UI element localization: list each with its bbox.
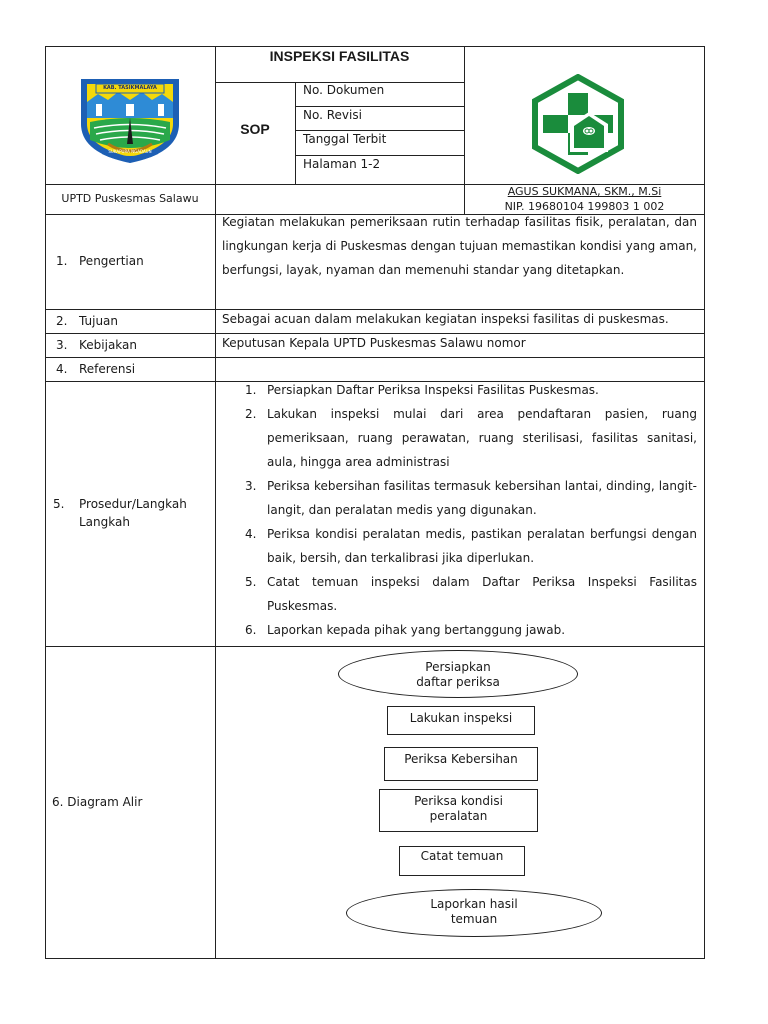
flow-node-kebersihan — [384, 747, 538, 781]
pengertian-number: 1. — [56, 254, 68, 268]
prosedur-label-line2: Langkah — [79, 515, 130, 529]
kab-tasikmalaya-logo — [78, 74, 182, 164]
doc-field-halaman: Halaman 1-2 — [303, 157, 381, 171]
prosedur-steps — [245, 378, 697, 642]
puskesmas-cross-icon — [528, 74, 628, 174]
step-text: Laporkan kepada pihak yang bertanggung jawab. — [267, 623, 566, 637]
sop-label: SOP — [240, 121, 270, 137]
step-number: 4. — [245, 527, 257, 541]
row-divider-kebijakan — [45, 357, 705, 358]
step-item — [245, 378, 697, 402]
step-text: Periksa kondisi peralatan medis, pastikan peralatan berfungsi dengan baik, bersih, dan terkalibrasi jika diperlukan. — [267, 527, 697, 565]
tujuan-label: Tujuan — [79, 314, 119, 328]
field-divider-2 — [295, 130, 464, 131]
doc-field-tanggal-terbit: Tanggal Terbit — [303, 132, 387, 146]
doc-field-no-revisi: No. Revisi — [303, 108, 362, 122]
flow-node-line: Periksa Kebersihan — [404, 752, 518, 766]
step-text: Persiapkan Daftar Periksa Inspeksi Fasilitas Puskesmas. — [267, 383, 599, 397]
field-divider-1 — [295, 106, 464, 107]
signatory-nip: NIP. 19680104 199803 1 002 — [504, 200, 665, 213]
row-divider-tujuan — [45, 333, 705, 334]
referensi-label: Referensi — [79, 362, 136, 376]
referensi-number: 4. — [56, 362, 68, 376]
diagram-label: 6. Diagram Alir — [52, 795, 143, 809]
flow-node-start — [338, 650, 578, 698]
signatory-name: AGUS SUKMANA, SKM., M.Si — [507, 185, 662, 198]
puskesmas-logo — [528, 74, 628, 174]
kebijakan-number: 3. — [56, 338, 68, 352]
flow-node-end — [346, 889, 602, 937]
row-divider-prosedur — [45, 646, 705, 647]
step-number: 2. — [245, 407, 257, 421]
step-text: Periksa kebersihan fasilitas termasuk kebersihan lantai, dinding, langit-langit, dan peralatan medis yang digunakan. — [267, 479, 697, 517]
logo-top-text: KAB. TASIKMALAYA — [103, 85, 157, 91]
flow-node-inspeksi — [387, 706, 535, 735]
logo-bottom-text: SUKAPURA NGADAUN — [108, 149, 152, 154]
step-number: 6. — [245, 623, 257, 637]
flow-node-line: Periksa kondisi — [414, 794, 503, 808]
page-title: INSPEKSI FASILITAS — [269, 48, 410, 64]
step-number: 1. — [245, 383, 257, 397]
pengertian-label: Pengertian — [79, 254, 144, 268]
label-column-divider — [215, 46, 216, 959]
flow-node-line: Catat temuan — [420, 849, 504, 863]
tujuan-number: 2. — [56, 314, 68, 328]
step-item — [245, 474, 697, 522]
step-item — [245, 402, 697, 474]
step-text: Catat temuan inspeksi dalam Daftar Periksa Inspeksi Fasilitas Puskesmas. — [267, 575, 697, 613]
flow-node-catat — [399, 846, 525, 876]
flow-node-line: daftar periksa — [416, 675, 500, 689]
prosedur-label-line1: Prosedur/Langkah — [79, 497, 187, 511]
sop-fields-divider — [295, 82, 296, 184]
row-divider-pengertian — [45, 309, 705, 310]
unit-name: UPTD Puskesmas Salawu — [61, 192, 199, 205]
step-item — [245, 618, 697, 642]
flow-node-line: Persiapkan — [425, 660, 491, 674]
kebijakan-label: Kebijakan — [79, 338, 137, 352]
step-number: 3. — [245, 479, 257, 493]
doc-field-no-dokumen: No. Dokumen — [303, 83, 385, 97]
tujuan-text: Sebagai acuan dalam melakukan kegiatan inspeksi fasilitas di puskesmas. — [222, 312, 669, 326]
flow-node-line: Lakukan inspeksi — [409, 711, 513, 725]
kebijakan-text: Keputusan Kepala UPTD Puskesmas Salawu nomor — [222, 336, 526, 350]
step-item — [245, 522, 697, 570]
flow-node-line: temuan — [450, 912, 498, 926]
step-item — [245, 570, 697, 618]
prosedur-number: 5. — [53, 497, 65, 511]
flow-node-kondisi — [379, 789, 538, 832]
step-number: 5. — [245, 575, 257, 589]
field-divider-3 — [295, 155, 464, 156]
pengertian-text: Kegiatan melakukan pemeriksaan rutin terhadap fasilitas fisik, peralatan, dan lingkungan kerja di Puskesmas dengan tujuan memastikan kondisi yang aman, berfungsi, layak, nyaman dan memenuhi standar yang ditetapkan. — [222, 215, 697, 277]
step-text: Lakukan inspeksi mulai dari area pendaftaran pasien, ruang pemeriksaan, ruang perawatan, ruang sterilisasi, fasilitas sanitasi, aula, hingga area administrasi — [267, 407, 697, 469]
flow-node-line: peralatan — [429, 809, 488, 823]
flow-node-line: Laporkan hasil — [430, 897, 518, 911]
